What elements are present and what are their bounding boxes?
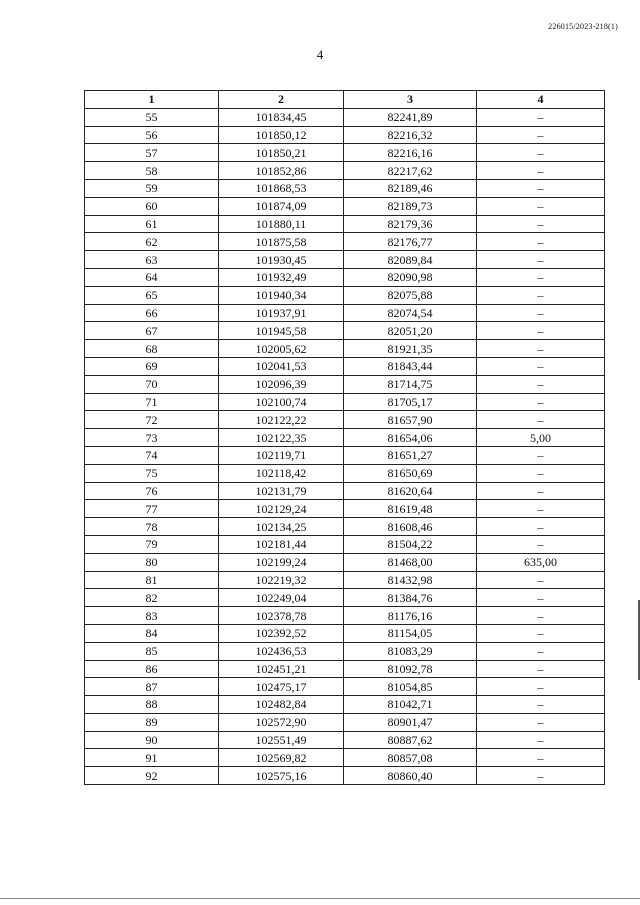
table-row (85, 197, 605, 215)
table-cell-col-1: 64 (85, 268, 219, 286)
table-row (85, 268, 605, 286)
table-cell-col-4: – (477, 375, 605, 393)
table-body (85, 108, 605, 784)
table-cell-col-3: 81504,22 (344, 535, 477, 553)
table-cell-col-3: 81620,64 (344, 482, 477, 500)
table-cell-col-3: 80901,47 (344, 713, 477, 731)
table-cell-col-4: – (477, 731, 605, 749)
table-cell-col-3: 80857,08 (344, 749, 477, 767)
table-row (85, 251, 605, 269)
table-cell-col-4: – (477, 162, 605, 180)
column-header: 4 (477, 91, 605, 109)
table-cell-col-4: – (477, 108, 605, 126)
table-row (85, 215, 605, 233)
table-cell-col-3: 80887,62 (344, 731, 477, 749)
table-cell-col-2: 101937,91 (219, 304, 344, 322)
table-cell-col-3: 81384,76 (344, 589, 477, 607)
table-cell-col-2: 102475,17 (219, 678, 344, 696)
table-cell-col-4: – (477, 571, 605, 589)
table-cell-col-2: 102041,53 (219, 357, 344, 375)
table-cell-col-4: – (477, 642, 605, 660)
table-row (85, 126, 605, 144)
table-row (85, 464, 605, 482)
table-cell-col-4: – (477, 535, 605, 553)
table-cell-col-4: – (477, 749, 605, 767)
table-cell-col-2: 101880,11 (219, 215, 344, 233)
table-row (85, 179, 605, 197)
table-row (85, 411, 605, 429)
table-cell-col-3: 82090,98 (344, 268, 477, 286)
table-row (85, 233, 605, 251)
column-header: 3 (344, 91, 477, 109)
table-cell-col-2: 102119,71 (219, 446, 344, 464)
table-cell-col-2: 102569,82 (219, 749, 344, 767)
document-number: 226015/2023-218(1) (548, 22, 618, 31)
table-cell-col-3: 81154,05 (344, 624, 477, 642)
table-row (85, 624, 605, 642)
table-cell-col-4: – (477, 624, 605, 642)
table-cell-col-4: – (477, 233, 605, 251)
table-cell-col-2: 101940,34 (219, 286, 344, 304)
table-cell-col-3: 81468,00 (344, 553, 477, 571)
table-cell-col-2: 101834,45 (219, 108, 344, 126)
table-cell-col-1: 55 (85, 108, 219, 126)
table-cell-col-1: 82 (85, 589, 219, 607)
table-row (85, 108, 605, 126)
table-cell-col-2: 102451,21 (219, 660, 344, 678)
table-cell-col-3: 82189,46 (344, 179, 477, 197)
table-cell-col-3: 82075,88 (344, 286, 477, 304)
table-cell-col-4: – (477, 500, 605, 518)
table-cell-col-2: 101875,58 (219, 233, 344, 251)
table-header (85, 91, 605, 109)
table-cell-col-3: 81921,35 (344, 340, 477, 358)
table-row (85, 696, 605, 714)
table-cell-col-1: 79 (85, 535, 219, 553)
table-cell-col-4: – (477, 304, 605, 322)
table-cell-col-2: 102575,16 (219, 767, 344, 785)
table-cell-col-1: 69 (85, 357, 219, 375)
table-cell-col-1: 70 (85, 375, 219, 393)
table-cell-col-1: 65 (85, 286, 219, 304)
table-row (85, 144, 605, 162)
table-cell-col-4: 635,00 (477, 553, 605, 571)
table-cell-col-4: – (477, 589, 605, 607)
coordinates-table (84, 90, 605, 785)
table-cell-col-4: – (477, 464, 605, 482)
table-cell-col-2: 101850,21 (219, 144, 344, 162)
table-cell-col-1: 85 (85, 642, 219, 660)
table-row (85, 678, 605, 696)
table-cell-col-3: 82051,20 (344, 322, 477, 340)
table-cell-col-1: 57 (85, 144, 219, 162)
table-cell-col-3: 81054,85 (344, 678, 477, 696)
table-cell-col-2: 102436,53 (219, 642, 344, 660)
table-cell-col-4: – (477, 393, 605, 411)
table-cell-col-2: 102122,35 (219, 429, 344, 447)
table-cell-col-3: 82241,89 (344, 108, 477, 126)
table-cell-col-2: 101930,45 (219, 251, 344, 269)
table-cell-col-4: – (477, 607, 605, 625)
table-cell-col-1: 63 (85, 251, 219, 269)
table-cell-col-1: 75 (85, 464, 219, 482)
table-cell-col-2: 102118,42 (219, 464, 344, 482)
table-cell-col-4: – (477, 322, 605, 340)
table-row (85, 553, 605, 571)
table-cell-col-3: 82176,77 (344, 233, 477, 251)
table-header-row (85, 91, 605, 109)
table-cell-col-2: 102219,32 (219, 571, 344, 589)
table-row (85, 304, 605, 322)
table-row (85, 713, 605, 731)
table-cell-col-1: 81 (85, 571, 219, 589)
table-cell-col-3: 80860,40 (344, 767, 477, 785)
table-row (85, 535, 605, 553)
table-cell-col-4: – (477, 767, 605, 785)
table-row (85, 393, 605, 411)
table-cell-col-2: 102005,62 (219, 340, 344, 358)
table-cell-col-2: 102100,74 (219, 393, 344, 411)
table-cell-col-2: 102572,90 (219, 713, 344, 731)
table-cell-col-2: 102249,04 (219, 589, 344, 607)
table-cell-col-1: 56 (85, 126, 219, 144)
table-cell-col-3: 81092,78 (344, 660, 477, 678)
table-cell-col-2: 102122,22 (219, 411, 344, 429)
column-header: 1 (85, 91, 219, 109)
table-cell-col-2: 102134,25 (219, 518, 344, 536)
table-cell-col-2: 102129,24 (219, 500, 344, 518)
table-cell-col-2: 102181,44 (219, 535, 344, 553)
table-cell-col-3: 81042,71 (344, 696, 477, 714)
table-cell-col-1: 60 (85, 197, 219, 215)
table-cell-col-1: 91 (85, 749, 219, 767)
table-cell-col-2: 102096,39 (219, 375, 344, 393)
table-cell-col-3: 81657,90 (344, 411, 477, 429)
table-row (85, 571, 605, 589)
table-cell-col-3: 81651,27 (344, 446, 477, 464)
table-cell-col-2: 101932,49 (219, 268, 344, 286)
table-row (85, 357, 605, 375)
table-cell-col-1: 73 (85, 429, 219, 447)
table-cell-col-4: – (477, 357, 605, 375)
table-row (85, 589, 605, 607)
table-cell-col-4: – (477, 144, 605, 162)
table-cell-col-2: 101850,12 (219, 126, 344, 144)
table-cell-col-1: 84 (85, 624, 219, 642)
table-cell-col-3: 81843,44 (344, 357, 477, 375)
table-cell-col-2: 102199,24 (219, 553, 344, 571)
table-cell-col-3: 81650,69 (344, 464, 477, 482)
table-cell-col-1: 62 (85, 233, 219, 251)
scan-bottom-line (0, 898, 640, 899)
table-cell-col-2: 102378,78 (219, 607, 344, 625)
table-row (85, 375, 605, 393)
table-row (85, 767, 605, 785)
table-cell-col-4: – (477, 518, 605, 536)
table-cell-col-4: – (477, 713, 605, 731)
table-row (85, 429, 605, 447)
table-cell-col-4: – (477, 215, 605, 233)
table-cell-col-4: – (477, 678, 605, 696)
table-cell-col-1: 61 (85, 215, 219, 233)
table-cell-col-4: 5,00 (477, 429, 605, 447)
table-cell-col-1: 88 (85, 696, 219, 714)
table-row (85, 322, 605, 340)
table-cell-col-3: 82089,84 (344, 251, 477, 269)
table-cell-col-2: 102392,52 (219, 624, 344, 642)
table-cell-col-4: – (477, 286, 605, 304)
table-cell-col-3: 81714,75 (344, 375, 477, 393)
table-cell-col-2: 102482,84 (219, 696, 344, 714)
table-cell-col-2: 101874,09 (219, 197, 344, 215)
table-cell-col-1: 72 (85, 411, 219, 429)
table-row (85, 500, 605, 518)
table-cell-col-3: 81705,17 (344, 393, 477, 411)
table-row (85, 642, 605, 660)
table-cell-col-4: – (477, 340, 605, 358)
table-cell-col-3: 81176,16 (344, 607, 477, 625)
table-cell-col-1: 59 (85, 179, 219, 197)
table-cell-col-4: – (477, 251, 605, 269)
table-row (85, 286, 605, 304)
table-cell-col-1: 77 (85, 500, 219, 518)
table-cell-col-4: – (477, 446, 605, 464)
table-cell-col-3: 82217,62 (344, 162, 477, 180)
table-row (85, 340, 605, 358)
table-cell-col-1: 80 (85, 553, 219, 571)
table-cell-col-1: 71 (85, 393, 219, 411)
table-cell-col-3: 81432,98 (344, 571, 477, 589)
table-cell-col-1: 90 (85, 731, 219, 749)
table-cell-col-1: 67 (85, 322, 219, 340)
table-cell-col-2: 101945,58 (219, 322, 344, 340)
table-cell-col-1: 66 (85, 304, 219, 322)
table-cell-col-1: 92 (85, 767, 219, 785)
table-cell-col-2: 101868,53 (219, 179, 344, 197)
table-cell-col-4: – (477, 268, 605, 286)
table-cell-col-2: 101852,86 (219, 162, 344, 180)
table-cell-col-3: 82216,16 (344, 144, 477, 162)
table-cell-col-3: 81083,29 (344, 642, 477, 660)
table-cell-col-3: 81654,06 (344, 429, 477, 447)
table-cell-col-2: 102131,79 (219, 482, 344, 500)
table-cell-col-1: 68 (85, 340, 219, 358)
table-cell-col-1: 86 (85, 660, 219, 678)
table-row (85, 162, 605, 180)
table-row (85, 446, 605, 464)
table-cell-col-1: 87 (85, 678, 219, 696)
column-header: 2 (219, 91, 344, 109)
table-cell-col-4: – (477, 482, 605, 500)
table-cell-col-4: – (477, 660, 605, 678)
table-cell-col-4: – (477, 411, 605, 429)
table-cell-col-3: 82189,73 (344, 197, 477, 215)
table-cell-col-4: – (477, 126, 605, 144)
table-cell-col-1: 58 (85, 162, 219, 180)
table-cell-col-4: – (477, 197, 605, 215)
table-row (85, 482, 605, 500)
table-row (85, 518, 605, 536)
table-cell-col-3: 81608,46 (344, 518, 477, 536)
table-row (85, 749, 605, 767)
table-cell-col-4: – (477, 179, 605, 197)
table-cell-col-4: – (477, 696, 605, 714)
table-cell-col-1: 76 (85, 482, 219, 500)
table-cell-col-1: 83 (85, 607, 219, 625)
table-row (85, 660, 605, 678)
table-cell-col-3: 82179,36 (344, 215, 477, 233)
table-cell-col-2: 102551,49 (219, 731, 344, 749)
table-cell-col-1: 89 (85, 713, 219, 731)
table-cell-col-1: 74 (85, 446, 219, 464)
table-cell-col-3: 82074,54 (344, 304, 477, 322)
table-cell-col-1: 78 (85, 518, 219, 536)
table-cell-col-3: 81619,48 (344, 500, 477, 518)
table-row (85, 731, 605, 749)
table-row (85, 607, 605, 625)
page-number: 4 (316, 47, 324, 62)
table-cell-col-3: 82216,32 (344, 126, 477, 144)
